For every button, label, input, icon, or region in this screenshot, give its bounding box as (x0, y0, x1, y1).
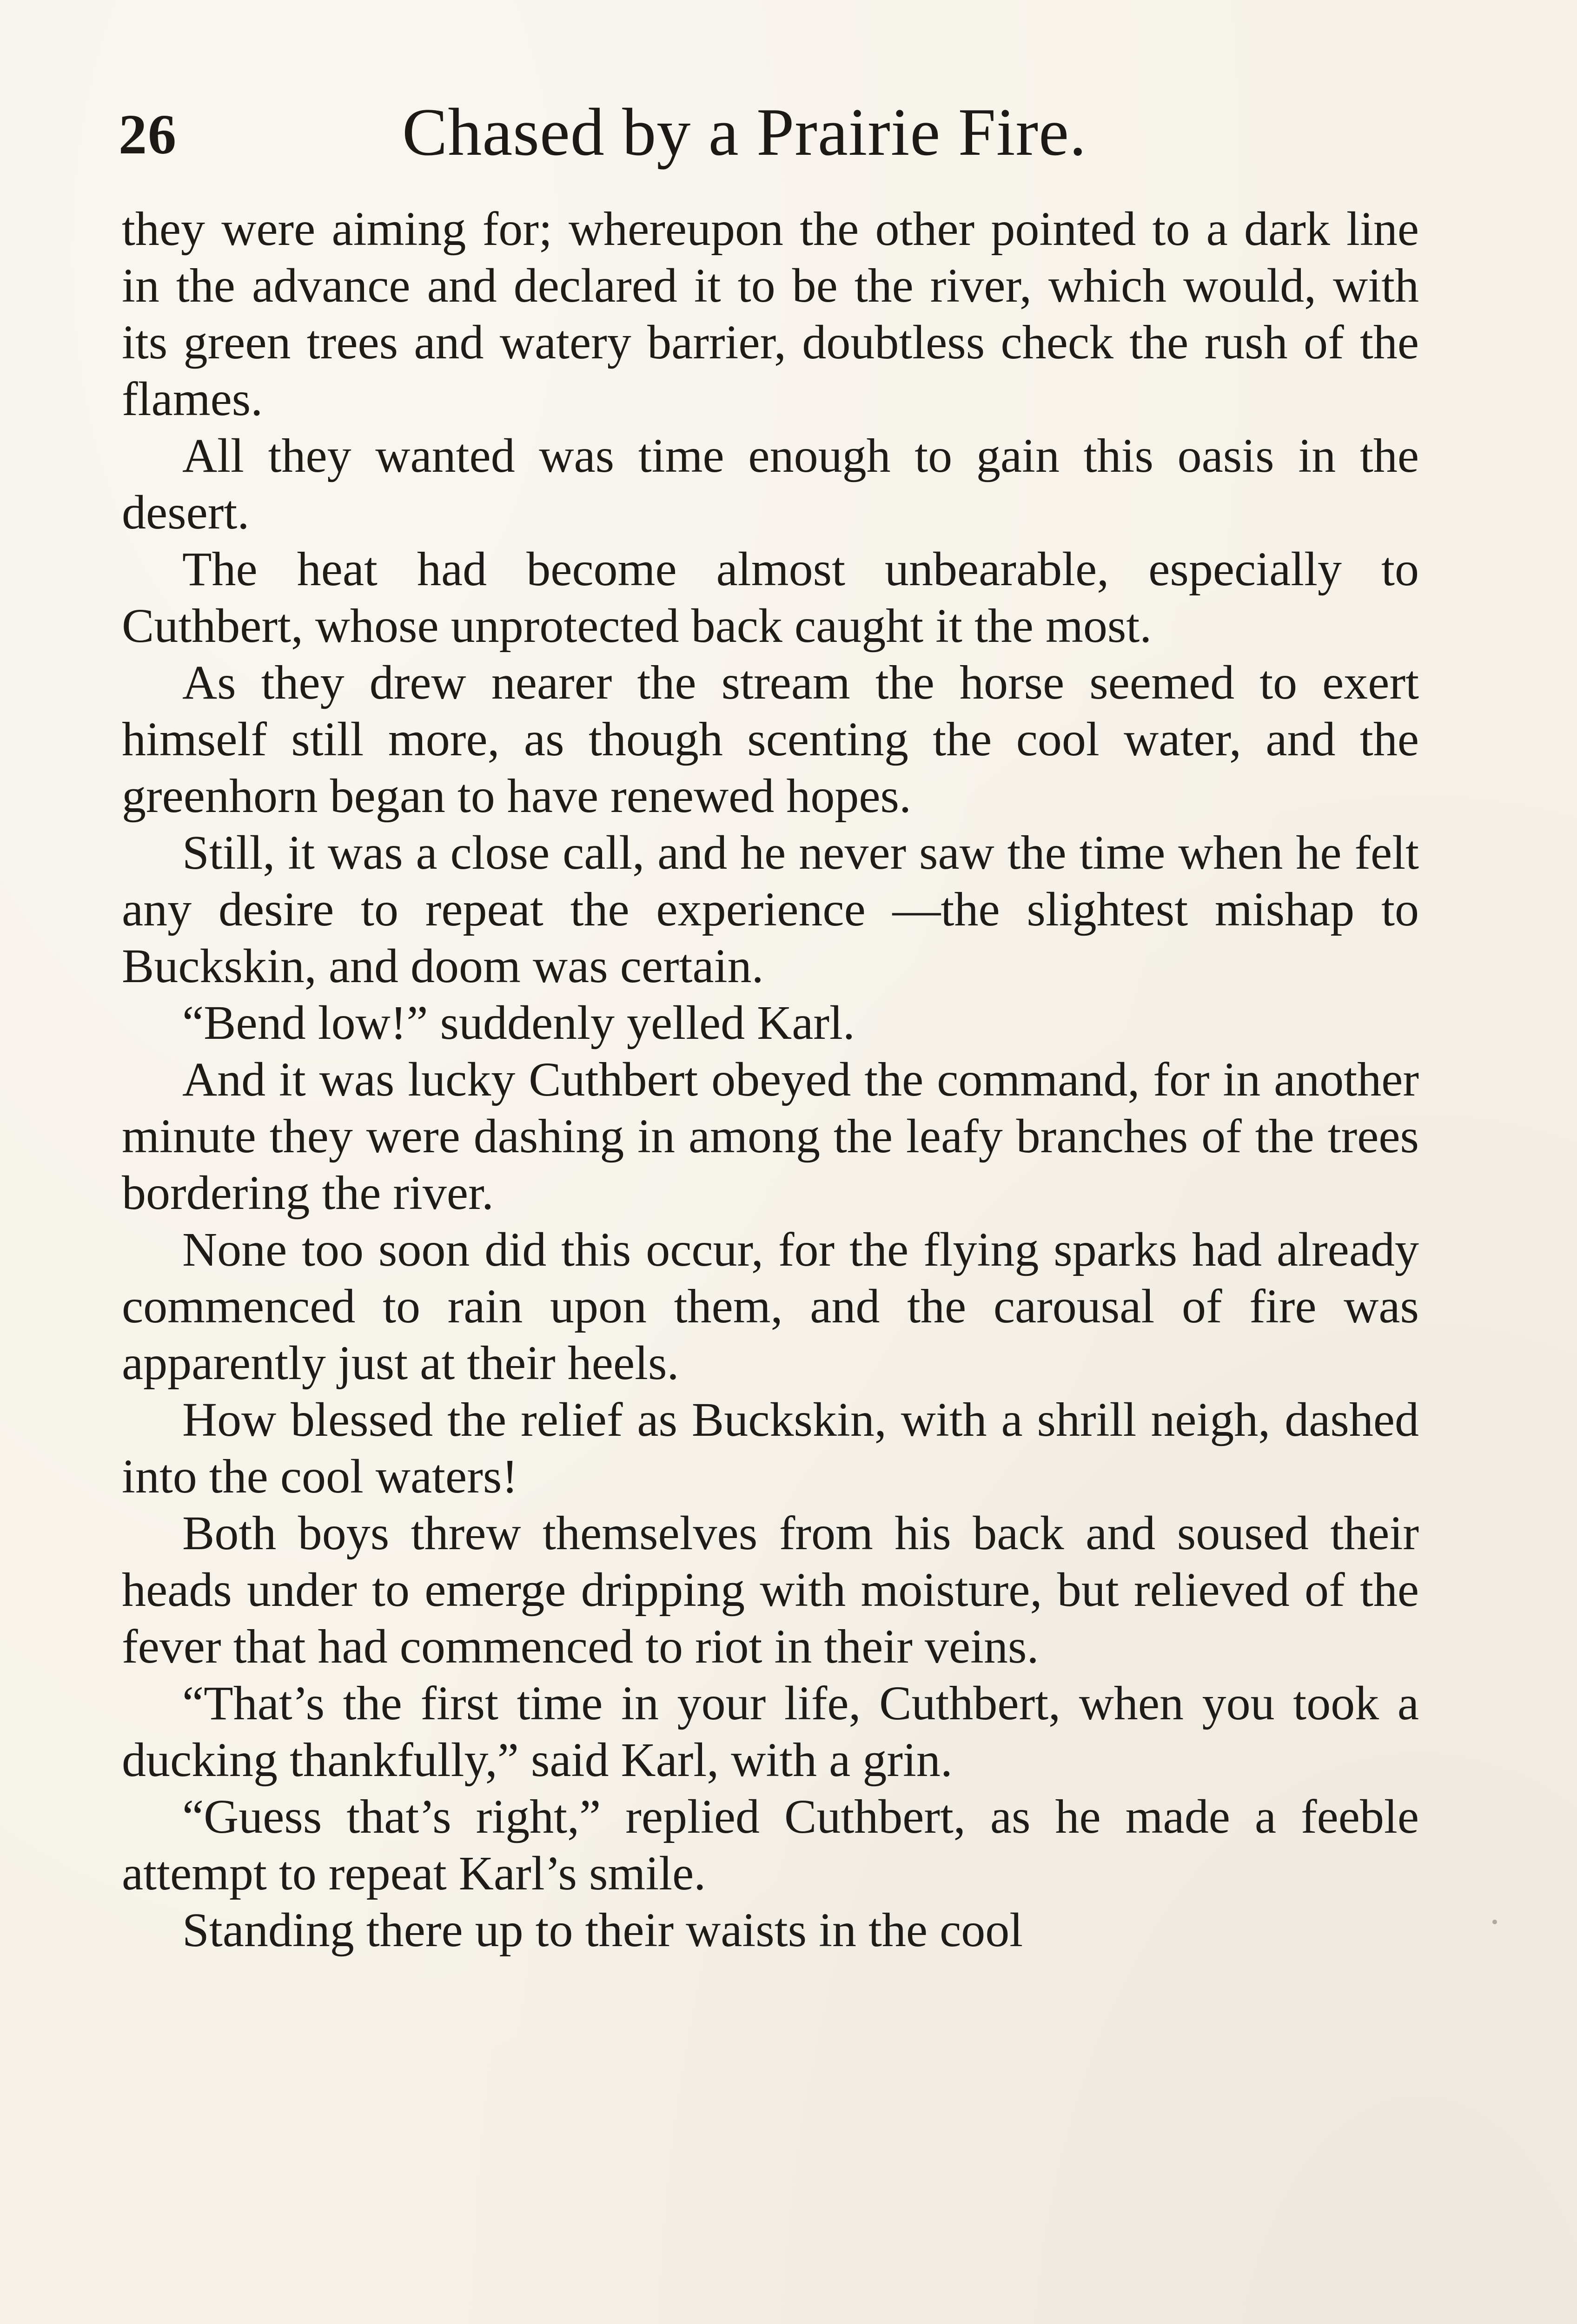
paragraph: Still, it was a close call, and he never saw the time when he felt any desire to repeat the experience —the slightest mishap to Buckskin, and doom was certain. (122, 826, 1419, 993)
paragraph: How blessed the relief as Buckskin, with a shrill neigh, dashed into the cool waters! (122, 1393, 1419, 1503)
paragraph: “Bend low!” suddenly yelled Karl. (182, 996, 855, 1050)
paragraph: None too soon did this occur, for the flying sparks had already commenced to rain upon them, and the carousal of fire was apparently just at their heels. (122, 1223, 1419, 1390)
page-number: 26 (119, 103, 177, 166)
paragraph: And it was lucky Cuthbert obeyed the command, for in another minute they were dashing in among the leafy branches of the trees bordering the river. (122, 1053, 1419, 1220)
paragraph: The heat had become almost unbearable, especially to Cuthbert, whose unprotected back caught it the most. (122, 542, 1419, 653)
paragraph: Both boys threw themselves from his back and soused their heads under to emerge dripping with moisture, but relieved of the fever that had commenced to riot in their veins. (122, 1506, 1419, 1673)
page-header (119, 88, 1420, 181)
paragraph: they were aiming for; whereupon the other pointed to a dark line in the advance and declared it to be the river, which would, with its green trees and watery barrier, doubtless check the rush of the flames. (122, 202, 1419, 426)
running-title: Chased by a Prairie Fire. (402, 94, 1087, 170)
paragraph: All they wanted was time enough to gain this oasis in the desert. (122, 429, 1419, 539)
paragraph: “That’s the first time in your life, Cuthbert, when you took a ducking thankfully,” said Karl, with a grin. (122, 1677, 1419, 1787)
paragraph: “Guess that’s right,” replied Cuthbert, as he made a feeble attempt to repeat Karl’s smile. (122, 1790, 1419, 1900)
paragraph: Standing there up to their waists in the cool (182, 1903, 1023, 1957)
paragraph: As they drew nearer the stream the horse seemed to exert himself still more, as though scenting the cool water, and the greenhorn began to have renewed hopes. (122, 656, 1419, 823)
paper-speck (1492, 1920, 1497, 1924)
body-text (122, 201, 1419, 1959)
